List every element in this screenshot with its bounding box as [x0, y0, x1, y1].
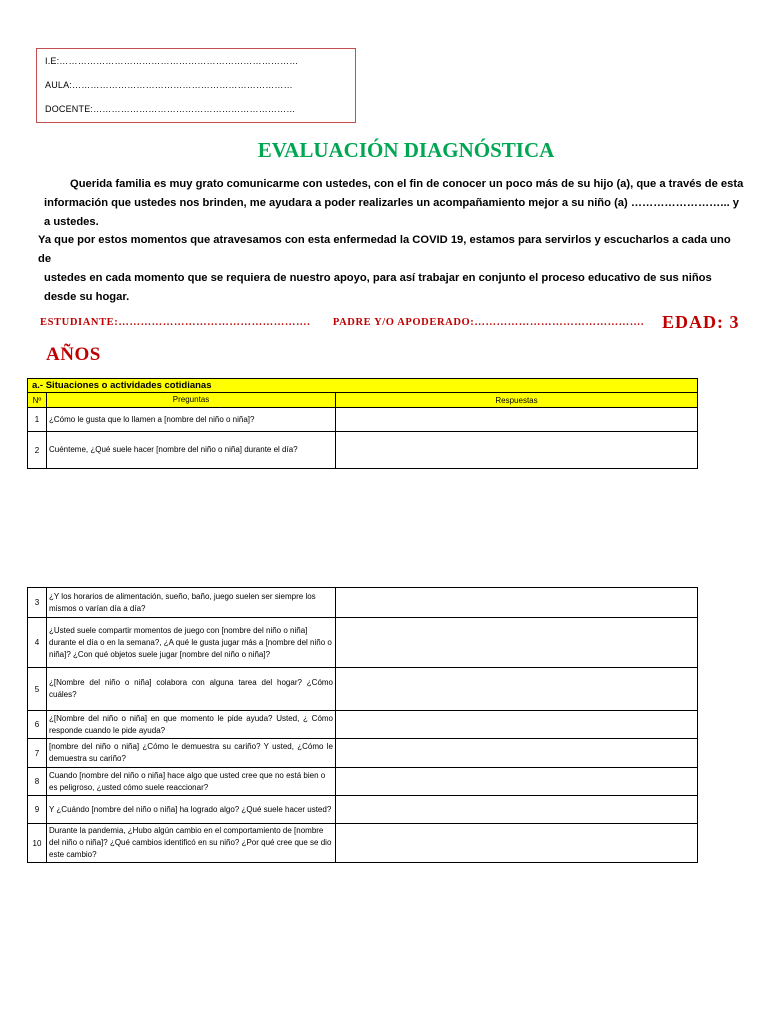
row-number: 8	[28, 768, 47, 796]
intro-paragraph-2	[38, 231, 744, 307]
page-title: EVALUACIÓN DIAGNÓSTICA	[257, 138, 555, 162]
edad-label: EDAD: 3	[662, 312, 740, 332]
row-number: 6	[28, 711, 47, 739]
answer-cell[interactable]	[336, 824, 698, 863]
answer-cell[interactable]	[336, 796, 698, 824]
question-text: ¿Usted suele compartir momentos de juego con [nombre del niño o niña] durante el día o en la semana?, ¿A qué le gusta jugar más a [nombre del niño o niña]? ¿Con qué objetos suele jugar [nombre del niño o niña]?	[47, 618, 336, 668]
anos-label: AÑOS	[46, 344, 101, 365]
row-number: 5	[28, 668, 47, 711]
table-row	[28, 588, 698, 618]
answer-cell[interactable]	[336, 768, 698, 796]
docente-field[interactable]: DOCENTE:…………………………………………………………	[45, 104, 296, 114]
table-row	[28, 711, 698, 739]
aula-field[interactable]: AULA:………………………………………………………………	[45, 80, 293, 90]
row-number: 7	[28, 739, 47, 768]
school-info-box	[36, 48, 356, 123]
estudiante-field[interactable]: ESTUDIANTE:…………………………………………….	[40, 317, 311, 328]
question-text: ¿Y los horarios de alimentación, sueño, baño, juego suelen ser siempre los mismos o varían día a día?	[47, 588, 336, 618]
answer-cell[interactable]	[336, 432, 698, 469]
ie-field[interactable]: I.E:……………………………………………………………………	[45, 56, 299, 66]
question-text: Durante la pandemia, ¿Hubo algún cambio en el comportamiento de [nombre del niño o niña]? ¿Qué cambios identificó en su niño? ¿Por qué cree que se dio este cambio?	[47, 824, 336, 863]
question-text: [nombre del niño o niña] ¿Cómo le demuestra su cariño? Y usted, ¿Cómo le demuestra su cariño?	[47, 739, 336, 768]
answer-cell[interactable]	[336, 618, 698, 668]
intro-paragraph-1: Querida familia es muy grato comunicarme con ustedes, con el fin de conocer un poco más de su hijo (a), que a través de esta información que ustedes nos brinden, me ayudara a poder realizarles un acompañamiento mejor a su niño (a) ……………………... y a ustedes.	[44, 178, 744, 228]
student-info-line	[40, 312, 750, 332]
section-title: a.- Situaciones o actividades cotidianas	[28, 379, 698, 393]
row-number: 1	[28, 408, 47, 432]
column-header-preguntas: Preguntas	[47, 393, 336, 408]
section-header-row	[28, 379, 698, 393]
question-text: ¿[Nombre del niño o niña] en que momento le pide ayuda? Usted, ¿ Cómo responde cuando le pide ayuda?	[47, 711, 336, 739]
answer-cell[interactable]	[336, 739, 698, 768]
column-header-row	[28, 393, 698, 408]
table-row	[28, 668, 698, 711]
row-number: 9	[28, 796, 47, 824]
table-row	[28, 768, 698, 796]
question-text: ¿[Nombre del niño o niña] colabora con alguna tarea del hogar? ¿Cómo cuáles?	[47, 668, 336, 711]
questions-table-part-1	[27, 378, 698, 469]
table-row	[28, 408, 698, 432]
table-row	[28, 796, 698, 824]
questions-table-part-2	[27, 587, 698, 863]
row-number: 3	[28, 588, 47, 618]
table-row	[28, 739, 698, 768]
intro-paragraph-2-first-line: Ya que por estos momentos que atravesamos con esta enfermedad la COVID 19, estamos para servirlos y escucharlos a cada uno de	[38, 234, 731, 265]
question-text: Y ¿Cuándo [nombre del niño o niña] ha logrado algo? ¿Qué suele hacer usted?	[47, 796, 336, 824]
padre-apoderado-field[interactable]: PADRE Y/O APODERADO:……………………………………….	[332, 317, 645, 328]
table-row	[28, 824, 698, 863]
table-row	[28, 432, 698, 469]
row-number: 4	[28, 618, 47, 668]
column-header-number: Nº	[28, 393, 47, 408]
intro-paragraph-2-rest: ustedes en cada momento que se requiera de nuestro apoyo, para así trabajar en conjunto el proceso educativo de sus niños desde su hogar.	[44, 272, 712, 303]
question-text: Cuénteme, ¿Qué suele hacer [nombre del niño o niña] durante el día?	[47, 432, 336, 469]
question-text: ¿Cómo le gusta que lo llamen a [nombre del niño o niña]?	[47, 408, 336, 432]
answer-cell[interactable]	[336, 408, 698, 432]
table-row	[28, 618, 698, 668]
question-text: Cuando [nombre del niño o niña] hace algo que usted cree que no está bien o es peligroso, ¿usted cómo suele reaccionar?	[47, 768, 336, 796]
answer-cell[interactable]	[336, 711, 698, 739]
column-header-respuestas: Respuestas	[336, 393, 698, 408]
answer-cell[interactable]	[336, 668, 698, 711]
row-number: 2	[28, 432, 47, 469]
row-number: 10	[28, 824, 47, 863]
answer-cell[interactable]	[336, 588, 698, 618]
